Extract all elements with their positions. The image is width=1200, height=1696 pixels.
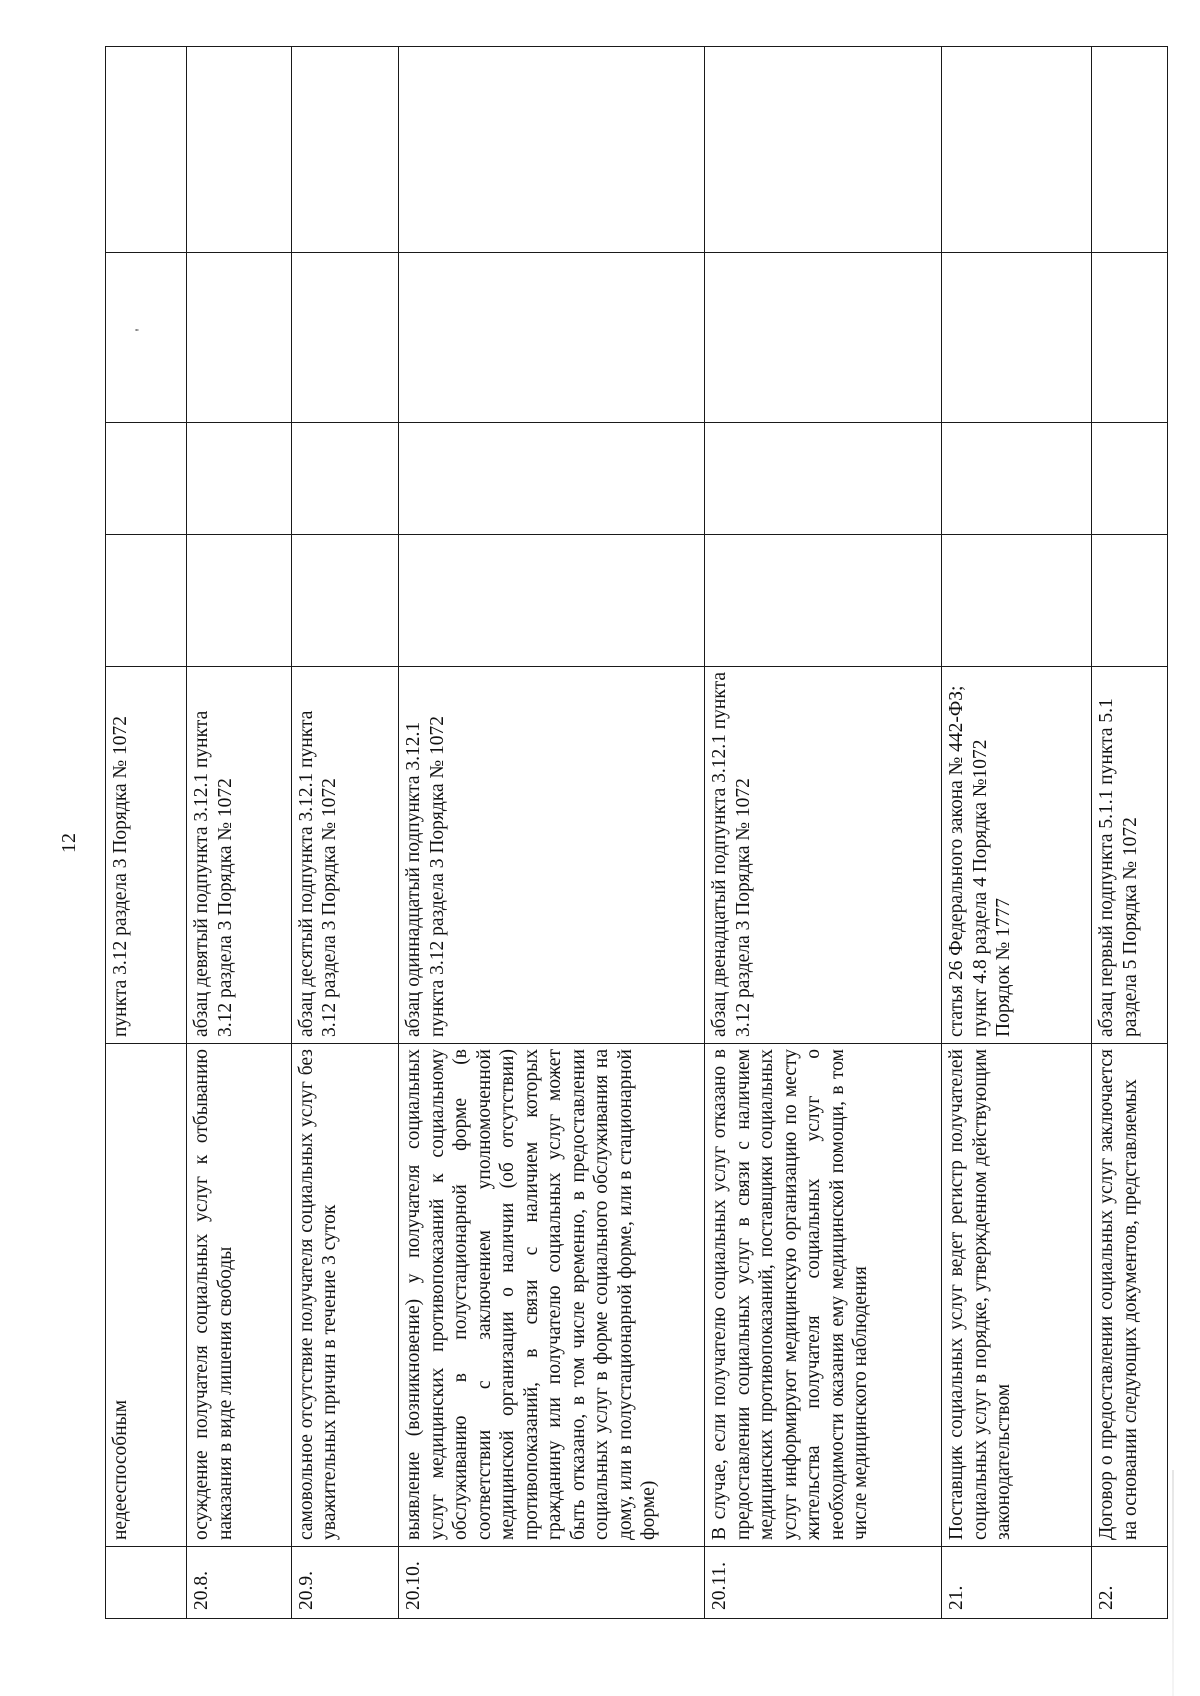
empty-cell	[291, 423, 399, 535]
row-number: 20.11.	[705, 1547, 942, 1619]
table-row	[187, 47, 291, 1619]
row-number: 20.9.	[291, 1547, 399, 1619]
empty-cell	[705, 253, 942, 423]
empty-cell	[705, 423, 942, 535]
empty-cell	[187, 423, 291, 535]
empty-cell	[942, 535, 1092, 667]
empty-cell	[291, 253, 399, 423]
stray-mark: '	[133, 328, 149, 332]
empty-cell	[1092, 423, 1168, 535]
requirements-table	[105, 46, 1168, 1619]
row-text: В случае, если получателю социальных услуг отказано в предоставлении социальных услуг в связи с наличием медицинских противопоказаний, поставщики социальных услуг информируют медицинскую организацию по месту жительства получателя социальных услуг о необходимости оказания ему медицинской помощи, в том числе медицинского наблюдения	[705, 1044, 942, 1547]
table-row	[942, 47, 1092, 1619]
row-basis: абзац девятый подпункта 3.12.1 пункта 3.12 раздела 3 Порядка № 1072	[187, 667, 291, 1044]
row-basis: абзац первый подпункта 5.1.1 пункта 5.1 раздела 5 Порядка № 1072	[1092, 667, 1168, 1044]
row-text: самовольное отсутствие получателя социальных услуг без уважительных причин в течение 3 суток	[291, 1044, 399, 1547]
row-basis: абзац одиннадцатый подпункта 3.12.1 пункта 3.12 раздела 3 Порядка № 1072	[399, 667, 705, 1044]
row-text: Договор о предоставлении социальных услуг заключается на основании следующих документов, представляемых	[1092, 1044, 1168, 1547]
row-number: 20.8.	[187, 1547, 291, 1619]
empty-cell	[106, 253, 187, 423]
row-number: 22.	[1092, 1547, 1168, 1619]
scan-edge	[1172, 1470, 1174, 1696]
table-row	[399, 47, 705, 1619]
row-number: 21.	[942, 1547, 1092, 1619]
row-text: Поставщик социальных услуг ведет регистр получателей социальных услуг в порядке, утвержденном действующим законодательством	[942, 1044, 1092, 1547]
row-basis: пункта 3.12 раздела 3 Порядка № 1072	[106, 667, 187, 1044]
row-number: 20.10.	[399, 1547, 705, 1619]
row-text: выявление (возникновение) у получателя социальных услуг медицинских противопоказаний к социальному обслуживанию в полустационарной форме (в соответствии с заключением уполномоченной медицинской организации о наличии (об отсутствии) противопоказаний, в связи с наличием которых гражданину или получателю социальных услуг может быть отказано, в том числе временно, в предоставлении социальных услуг в форме социального обслуживания на дому, или в полустационарной форме, или в стационарной форме)	[399, 1044, 705, 1547]
row-basis: абзац десятый подпункта 3.12.1 пункта 3.12 раздела 3 Порядка № 1072	[291, 667, 399, 1044]
empty-cell	[942, 423, 1092, 535]
rotated-table-wrapper	[105, 47, 1168, 1619]
empty-cell	[1092, 535, 1168, 667]
empty-cell	[187, 253, 291, 423]
empty-cell	[291, 535, 399, 667]
empty-cell	[942, 47, 1092, 253]
row-basis: статья 26 Федерального закона № 442-ФЗ; пункт 4.8 раздела 4 Порядка №1072 Порядок № 1777	[942, 667, 1092, 1044]
empty-cell	[1092, 253, 1168, 423]
empty-cell	[1092, 47, 1168, 253]
page-number: 12	[58, 833, 80, 853]
empty-cell	[187, 535, 291, 667]
empty-cell	[399, 423, 705, 535]
empty-cell	[705, 535, 942, 667]
empty-cell	[187, 47, 291, 253]
table-row	[106, 47, 187, 1619]
empty-cell	[106, 535, 187, 667]
empty-cell	[399, 47, 705, 253]
empty-cell	[705, 47, 942, 253]
empty-cell	[942, 253, 1092, 423]
empty-cell	[106, 47, 187, 253]
empty-cell	[291, 47, 399, 253]
table-row	[1092, 47, 1168, 1619]
row-basis: абзац двенадцатый подпункта 3.12.1 пункта 3.12 раздела 3 Порядка № 1072	[705, 667, 942, 1044]
table-row	[291, 47, 399, 1619]
empty-cell	[399, 535, 705, 667]
row-number	[106, 1547, 187, 1619]
row-text: осуждение получателя социальных услуг к отбыванию наказания в виде лишения свободы	[187, 1044, 291, 1547]
row-text: недееспособным	[106, 1044, 187, 1547]
empty-cell	[106, 423, 187, 535]
empty-cell	[399, 253, 705, 423]
table-row	[705, 47, 942, 1619]
